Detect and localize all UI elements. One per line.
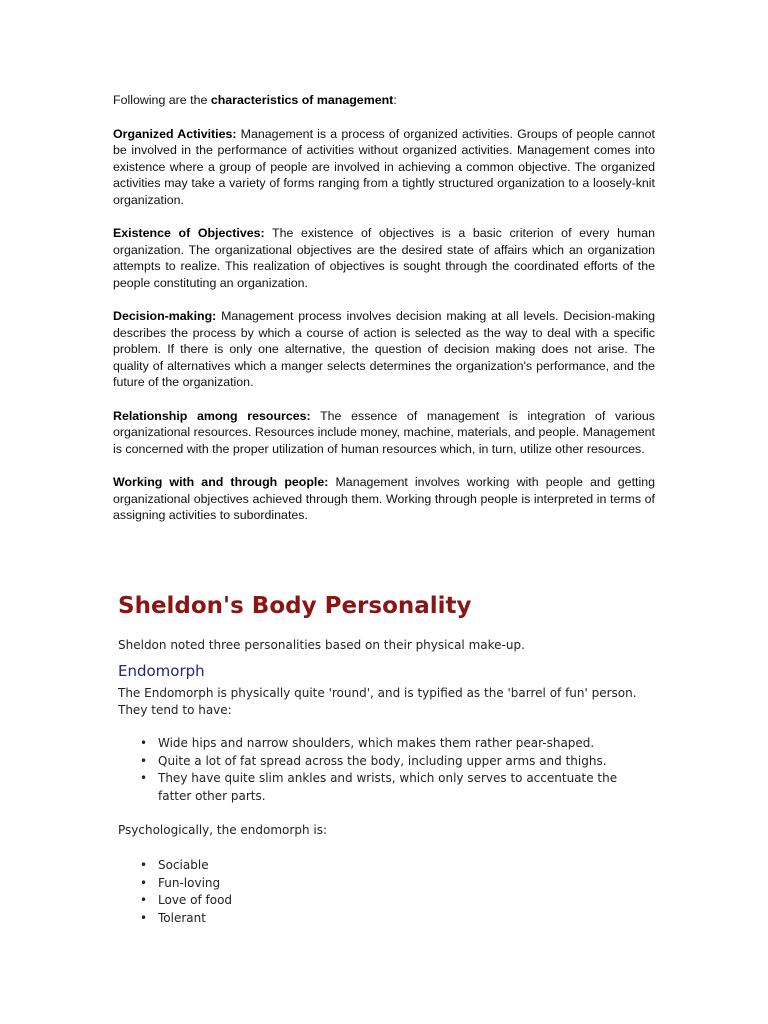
- list-item-text: Wide hips and narrow shoulders, which makes them rather pear-shaped.: [158, 736, 595, 750]
- list-item: [118, 892, 648, 910]
- characteristic-text: The essence of management is integration of various organizational resources. Resources include money, machine, materials, and people. Management is concerned with the proper utilization of human resources which, in turn, utilize other resources.: [113, 408, 655, 456]
- characteristic-text: Management is a process of organized activities. Groups of people cannot be involved in the performance of activities without organized activities. Management comes into existence where a group of people are involved in achieving a common objective. The organized activities may take a variety of forms ranging from a tightly structured organization to a loosely-knit organization.: [113, 126, 655, 207]
- list-item: [118, 910, 648, 928]
- management-section: [113, 92, 655, 541]
- list-item-text: Love of food: [158, 893, 233, 907]
- bullet-icon: •: [140, 736, 148, 750]
- physical-traits-list: [118, 735, 658, 805]
- list-item: [118, 735, 648, 753]
- characteristic-title: Existence of Objectives:: [113, 226, 265, 240]
- list-item: [118, 875, 648, 893]
- list-item-text: Fun-loving: [158, 875, 221, 890]
- management-intro: [113, 92, 655, 109]
- intro-bold-term: characteristics of management: [210, 93, 394, 107]
- list-item-text: Sociable: [158, 858, 209, 872]
- endomorph-subheading: Endomorph: [118, 662, 205, 680]
- bullet-icon: •: [140, 875, 148, 890]
- characteristic-text: The existence of objectives is a basic criterion of every human organization. The organizational objectives are the desired state of affairs which an organization attempts to realize. This realization of objectives is sought through the coordinated efforts of the people constituting an organization.: [113, 226, 655, 290]
- psychological-traits-list: [118, 857, 658, 927]
- characteristic-paragraph-decision-making: [113, 308, 655, 391]
- bullet-icon: •: [140, 910, 148, 925]
- bullet-icon: •: [140, 893, 148, 907]
- bullet-icon: •: [140, 771, 148, 785]
- characteristic-text: Management involves working with people and getting organizational objectives achieved through them. Working through people is interpreted in terms of assigning activities to subordinates.: [113, 475, 655, 522]
- endomorph-description: The Endomorph is physically quite 'round', and is typified as the 'barrel of fun' person. They tend to have:: [118, 686, 637, 717]
- section-lead: Sheldon noted three personalities based on their physical make-up.: [118, 638, 525, 652]
- sheldon-section: [118, 590, 658, 927]
- bullet-icon: •: [140, 753, 148, 768]
- list-item-text: Quite a lot of fat spread across the body, including upper arms and thighs.: [158, 753, 607, 768]
- characteristic-paragraph-working-with-people: [113, 474, 655, 524]
- list-item: [118, 753, 648, 771]
- characteristic-paragraph-existence-of-objectives: [113, 225, 655, 291]
- characteristic-paragraph-relationship-among-resources: [113, 408, 655, 458]
- list-item-text: Tolerant: [158, 910, 206, 925]
- list-item: [118, 770, 648, 805]
- psychological-intro: Psychologically, the endomorph is:: [118, 823, 327, 837]
- intro-suffix: :: [393, 93, 397, 107]
- characteristic-text: Management process involves decision making at all levels. Decision-making describes the process by which a course of action is selected as the way to deal with a specific problem. If there is only one alternative, the question of decision making does not arise. The quality of alternatives which a manger selects determines the organization's performance, and the future of the organization.: [113, 309, 655, 389]
- characteristic-title: Relationship among resources:: [113, 408, 311, 423]
- section-heading: Sheldon's Body Personality: [118, 593, 472, 619]
- intro-prefix: Following are the: [113, 93, 211, 107]
- characteristic-paragraph-organized-activities: [113, 126, 655, 209]
- characteristic-title: Working with and through people:: [113, 475, 329, 489]
- characteristic-title: Decision-making:: [113, 309, 217, 323]
- characteristic-title: Organized Activities:: [113, 126, 237, 141]
- list-item: [118, 857, 648, 875]
- bullet-icon: •: [140, 858, 148, 872]
- list-item-text: They have quite slim ankles and wrists, which only serves to accentuate the fatter other parts.: [158, 771, 618, 803]
